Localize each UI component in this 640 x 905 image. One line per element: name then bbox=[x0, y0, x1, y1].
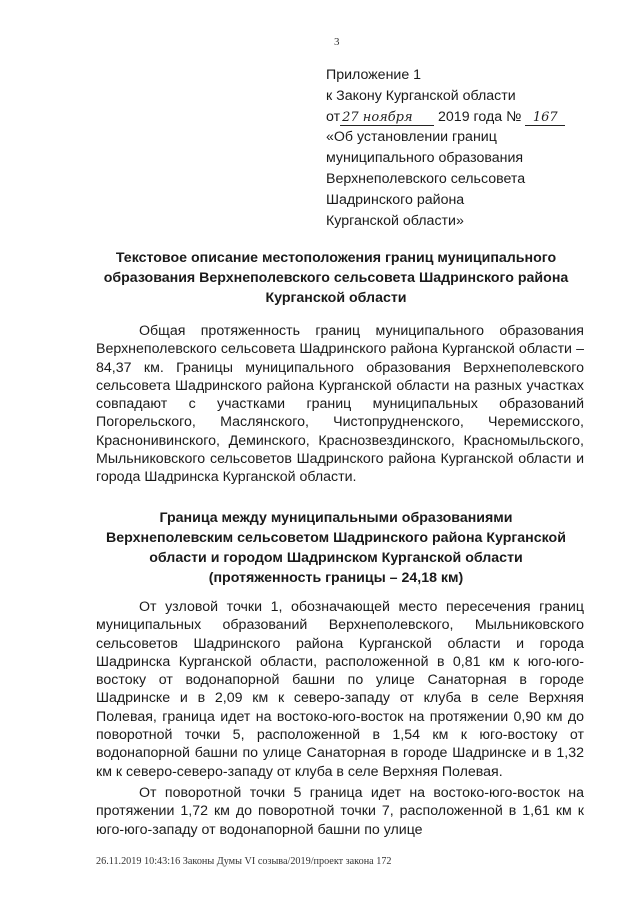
paragraph-border-point-1 bbox=[96, 598, 584, 781]
appendix-law-title-2: муниципального образования bbox=[326, 150, 524, 167]
handwritten-law-number: 167 bbox=[525, 110, 565, 126]
handwritten-date: 27 ноября bbox=[340, 110, 434, 126]
appendix-law-title-5: Курганской области» bbox=[326, 212, 464, 229]
document-footer: 26.11.2019 10:43:16 Законы Думы VI созыва/2019/проект закона 172 bbox=[96, 856, 392, 867]
year-text: 2019 года № bbox=[438, 108, 522, 125]
section-heading-border-shadrinsk: Граница между муниципальными образованиями Верхнеполевским сельсоветом Шадринского района Курганской области и городом Шадринском Курганской области (протяженность границы – 24,18 км) bbox=[106, 510, 566, 586]
appendix-law-title-4: Шадринского района bbox=[326, 191, 465, 208]
paragraph-border-point-1-text: От узловой точки 1, обозначающей место пересечения границ муниципальных образований Верхнеполевского, Мыльниковского сельсоветов Шадринского района Курганской области и города Шадринска Курганской области, расположенной в 0,81 км к юго-юго-востоку от водонапорной башни по улице Санаторная в городе Шадринске и в 2,09 км к северо-западу от клуба в селе Верхняя Полевая, граница идет на востоко-юго-восток на протяжении 0,90 км до поворотной точки 5, расположенной в 1,54 км к юго-востоку от водонапорной башни по улице Санаторная в городе Шадринске и в 1,32 км к северо-северо-западу от клуба в селе Верхняя Полевая. bbox=[96, 599, 584, 780]
appendix-law-title-1: «Об установлении границ bbox=[326, 129, 497, 146]
paragraph-total-length bbox=[96, 322, 584, 487]
paragraph-total-length-text: Общая протяженность границ муниципального образования Верхнеполевского сельсовета Шадринского района Курганской области – 84,37 км. Границы муниципального образования Верхнеполевского сельсовета Шадринского района Курганской области на разных участках совпадают с участками границ муниципальных образований Погорельского, Маслянского, Чистопрудненского, Черемисского, Краснонивинского, Деминского, Краснозвездинского, Красномыльского, Мыльниковского сельсоветов Шадринского района Курганской области и города Шадринска Курганской области. bbox=[96, 323, 584, 486]
appendix-law-title-3: Верхнеполевского сельсовета bbox=[326, 170, 526, 187]
appendix-date-line bbox=[326, 107, 626, 128]
appendix-title: Приложение 1 bbox=[326, 67, 422, 83]
appendix-law-reference: к Закону Курганской области bbox=[326, 87, 516, 104]
paragraph-border-point-5-text: От поворотной точки 5 граница идет на востоко-юго-восток на протяжении 1,72 км до поворотной точки 7, расположенной в 1,61 км к юго-юго-западу от водонапорной башни по улице bbox=[96, 785, 584, 838]
date-prefix: от bbox=[326, 108, 341, 125]
paragraph-border-point-5 bbox=[96, 784, 584, 839]
section-heading-description: Текстовое описание местоположения границ муниципального образования Верхнеполевского сельсовета Шадринского района Курганской области bbox=[103, 250, 569, 306]
page-number: 3 bbox=[334, 36, 340, 48]
appendix-block bbox=[326, 65, 626, 231]
